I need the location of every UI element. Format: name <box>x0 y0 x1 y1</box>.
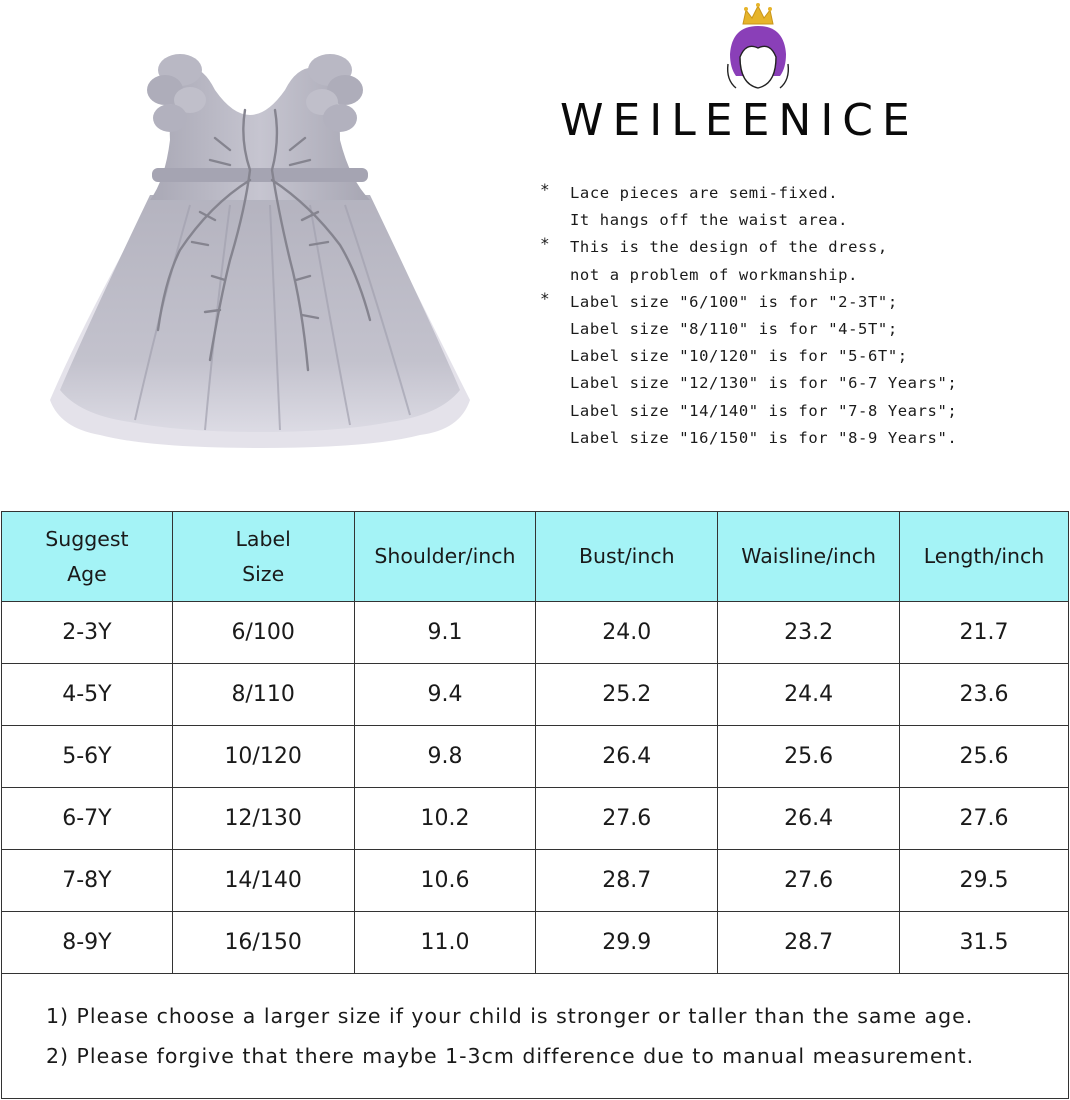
cell-shoulder: 9.8 <box>354 726 536 788</box>
note-line: It hangs off the waist area. <box>570 211 849 230</box>
cell-bust: 29.9 <box>536 912 718 974</box>
header-line: Label <box>235 526 291 551</box>
brand-logo-icon <box>718 2 798 97</box>
footnote-1: 1) Please choose a larger size if your child is stronger or taller than the same age. <box>46 1004 974 1028</box>
footnote-2: 2) Please forgive that there maybe 1-3cm difference due to manual measurement. <box>46 1044 975 1068</box>
header-length <box>900 512 1069 602</box>
cell-length: 23.6 <box>900 664 1069 726</box>
dress-image <box>40 30 480 460</box>
footnotes-cell <box>2 974 1069 1099</box>
header-bust <box>536 512 718 602</box>
cell-label-size: 10/120 <box>172 726 354 788</box>
note-line: Label size "14/140" is for "7-8 Years"; <box>570 401 958 420</box>
dress-waist <box>152 168 368 182</box>
cell-age: 2-3Y <box>2 602 173 664</box>
bullet-star-icon: * <box>540 180 551 199</box>
header-line: Suggest <box>45 526 129 551</box>
cell-bust: 27.6 <box>536 788 718 850</box>
cell-length: 31.5 <box>900 912 1069 974</box>
table-footnotes-row <box>2 974 1069 1099</box>
table-row <box>2 912 1069 974</box>
cell-bust: 25.2 <box>536 664 718 726</box>
header-line: Shoulder/inch <box>374 544 516 568</box>
cell-label-size: 14/140 <box>172 850 354 912</box>
cell-waistline: 27.6 <box>718 850 900 912</box>
size-chart-table <box>1 511 1069 1099</box>
cell-shoulder: 9.4 <box>354 664 536 726</box>
cell-shoulder: 11.0 <box>354 912 536 974</box>
brand-name: WEILEENICE <box>560 95 919 146</box>
cell-waistline: 23.2 <box>718 602 900 664</box>
note-line: Label size "10/120" is for "5-6T"; <box>570 347 908 366</box>
cell-bust: 24.0 <box>536 602 718 664</box>
product-notes <box>540 180 1060 452</box>
bullet-star-icon: * <box>540 234 551 254</box>
header-line: Length/inch <box>923 544 1045 568</box>
note-line: Lace pieces are semi-fixed. <box>570 184 839 202</box>
note-line: Label size "12/130" is for "6-7 Years"; <box>570 374 958 393</box>
cell-bust: 26.4 <box>536 726 718 788</box>
header-label-size <box>172 512 354 602</box>
cell-label-size: 6/100 <box>172 602 354 664</box>
cell-length: 27.6 <box>900 788 1069 850</box>
cell-label-size: 8/110 <box>172 664 354 726</box>
cell-age: 5-6Y <box>2 726 173 788</box>
cell-length: 21.7 <box>900 602 1069 664</box>
note-item <box>540 180 1060 234</box>
note-line: Label size "6/100" is for "2-3T"; <box>570 292 898 311</box>
header-shoulder <box>354 512 536 602</box>
cell-waistline: 24.4 <box>718 664 900 726</box>
bullet-star-icon: * <box>540 288 551 308</box>
cell-age: 4-5Y <box>2 664 173 726</box>
cell-age: 8-9Y <box>2 912 173 974</box>
note-item <box>540 234 1060 288</box>
cell-length: 25.6 <box>900 726 1069 788</box>
cell-shoulder: 10.6 <box>354 850 536 912</box>
header-line: Size <box>242 561 285 586</box>
header-line: Age <box>67 561 107 586</box>
cell-bust: 28.7 <box>536 850 718 912</box>
note-line: This is the design of the dress, <box>570 238 888 257</box>
cell-shoulder: 9.1 <box>354 602 536 664</box>
table-row <box>2 788 1069 850</box>
cell-waistline: 25.6 <box>718 726 900 788</box>
cell-waistline: 26.4 <box>718 788 900 850</box>
cell-shoulder: 10.2 <box>354 788 536 850</box>
header-line: Bust/inch <box>578 544 675 568</box>
note-item <box>540 289 1060 452</box>
header-line: Waisline/inch <box>741 544 876 568</box>
cell-waistline: 28.7 <box>718 912 900 974</box>
table-row <box>2 664 1069 726</box>
table-row <box>2 602 1069 664</box>
table-row <box>2 850 1069 912</box>
cell-length: 29.5 <box>900 850 1069 912</box>
cell-age: 6-7Y <box>2 788 173 850</box>
note-line: Label size "16/150" is for "8-9 Years". <box>570 428 958 447</box>
cell-age: 7-8Y <box>2 850 173 912</box>
dress-skirt <box>60 195 460 432</box>
header-waistline <box>718 512 900 602</box>
cell-label-size: 16/150 <box>172 912 354 974</box>
table-row <box>2 726 1069 788</box>
cell-label-size: 12/130 <box>172 788 354 850</box>
note-line: Label size "8/110" is for "4-5T"; <box>570 319 898 338</box>
table-header-row <box>2 512 1069 602</box>
note-line: not a problem of workmanship. <box>570 265 859 284</box>
header-suggest-age <box>2 512 173 602</box>
